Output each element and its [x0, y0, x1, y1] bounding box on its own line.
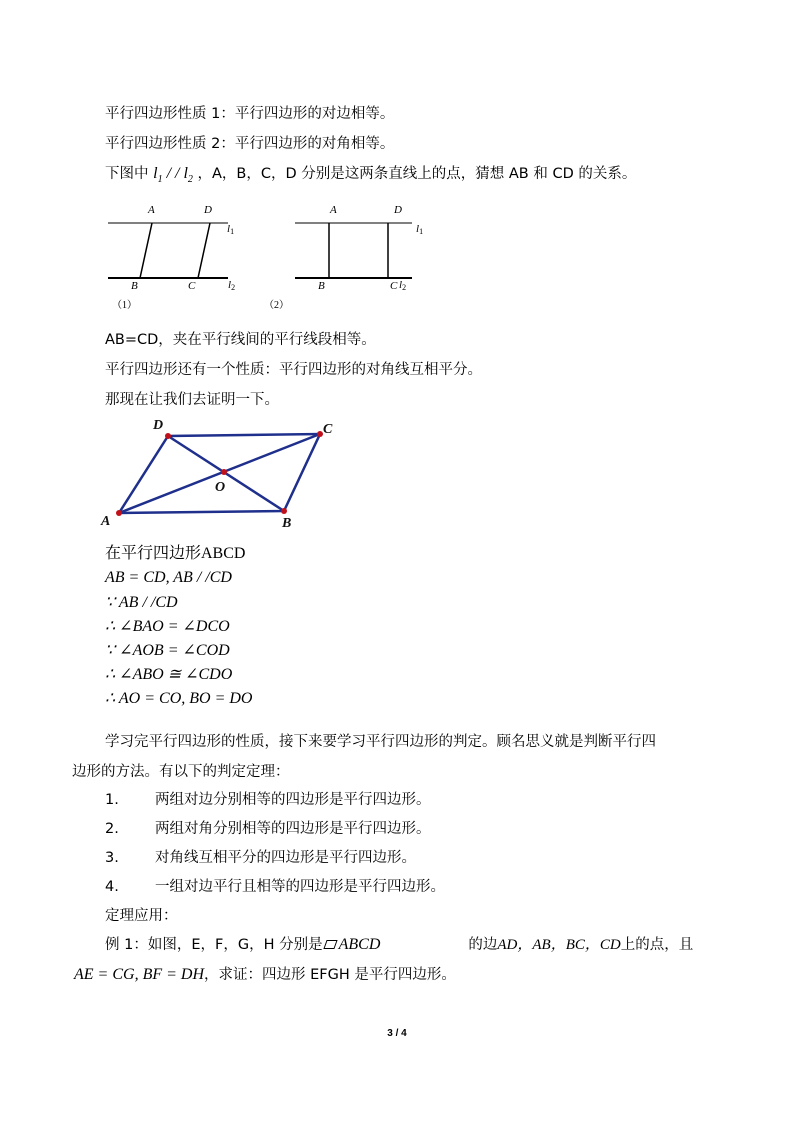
- proof-step-3: ∵ AB / /CD: [105, 594, 178, 611]
- caption-1: （1）: [112, 300, 137, 311]
- example-abcd: ABCD: [338, 936, 381, 953]
- criteria-intro-line-1: 学习完平行四边形的性质，接下来要学习平行四边形的判定。顾名思义就是判断平行四: [105, 734, 656, 750]
- proof-step-7: ∴ AO = CO, BO = DO: [105, 690, 253, 707]
- segment-cd-slanted: [198, 223, 210, 278]
- proof-step-4: ∴ ∠BAO = ∠DCO: [105, 618, 230, 635]
- criteria-intro-line-2: 边形的方法。有以下的判定定理：: [72, 764, 290, 780]
- theorem-3: 3. 对角线互相平分的四边形是平行四边形。: [105, 850, 416, 866]
- property-2: 平行四边形性质 2：平行四边形的对角相等。: [105, 136, 395, 152]
- proof-intro: 那现在让我们去证明一下。: [105, 392, 279, 408]
- label-l2-1: l2: [228, 279, 236, 292]
- label-l1-2: l1: [416, 223, 424, 236]
- point-d: [165, 433, 171, 439]
- page-number: 3 / 4: [387, 1028, 407, 1039]
- proof-step-1: 在平行四边形ABCD: [105, 545, 246, 562]
- label-A-1: A: [148, 204, 155, 216]
- guess-prefix: 下图中: [105, 166, 149, 182]
- label-D: D: [153, 418, 164, 433]
- parallel-sign: / /: [162, 165, 184, 182]
- label-B: B: [282, 516, 292, 531]
- segment-ab-slanted: [140, 223, 152, 278]
- theorem-2: 2. 两组对角分别相等的四边形是平行四边形。: [105, 821, 431, 837]
- example-1-line-1: 例 1：如图，E，F，G，H 分别是 ABCD 的边AD，AB，BC，CD上的点，且: [105, 936, 694, 953]
- proof-step-6: ∴ ∠ABO ≅ ∠CDO: [105, 666, 233, 683]
- label-A: A: [101, 514, 111, 529]
- label-B-1: B: [131, 280, 138, 292]
- theorem-4: 4. 一组对边平行且相等的四边形是平行四边形。: [105, 879, 445, 895]
- line-l1: $l_1$: [153, 165, 163, 186]
- proof-step-2: AB = CD, AB / /CD: [105, 569, 232, 586]
- example-1-line-2: AE = CG, BF = DH，求证：四边形 EFGH 是平行四边形。: [74, 966, 456, 983]
- property-1: 平行四边形性质 1：平行四边形的对边相等。: [105, 106, 395, 122]
- proof-step-5: ∵ ∠AOB = ∠COD: [105, 642, 230, 659]
- label-l2-2: l2: [399, 279, 407, 292]
- example-condition: AE = CG, BF = DH: [74, 966, 205, 983]
- label-C-1: C: [188, 280, 196, 292]
- label-D-2: D: [394, 204, 402, 216]
- label-D-1: D: [204, 204, 212, 216]
- application-title: 定理应用：: [105, 908, 178, 924]
- label-B-2: B: [318, 280, 325, 292]
- label-C: C: [323, 422, 333, 437]
- label-C-2: C: [390, 280, 398, 292]
- point-b: [281, 508, 287, 514]
- parallel-lines-figure: [100, 198, 440, 316]
- label-A-2: A: [330, 204, 337, 216]
- parallelogram-symbol-icon: [323, 940, 337, 949]
- point-a: [116, 510, 122, 516]
- label-l1-1: l1: [227, 223, 235, 236]
- line-l2: $l_2$: [183, 165, 193, 186]
- conclusion-line: AB=CD，夹在平行线间的平行线段相等。: [105, 332, 376, 348]
- guess-question: [105, 164, 636, 190]
- diagonal-property: 平行四边形还有一个性质：平行四边形的对角线互相平分。: [105, 362, 482, 378]
- label-O: O: [215, 480, 226, 495]
- point-o: [221, 469, 227, 475]
- guess-suffix: ，A，B，C，D 分别是这两条直线上的点，猜想 AB 和 CD 的关系。: [197, 166, 637, 182]
- theorem-1: 1. 两组对边分别相等的四边形是平行四边形。: [105, 792, 431, 808]
- parallelogram-figure: [98, 413, 343, 533]
- example-sides: AD，AB，BC，CD: [497, 937, 621, 953]
- caption-2: （2）: [264, 300, 289, 311]
